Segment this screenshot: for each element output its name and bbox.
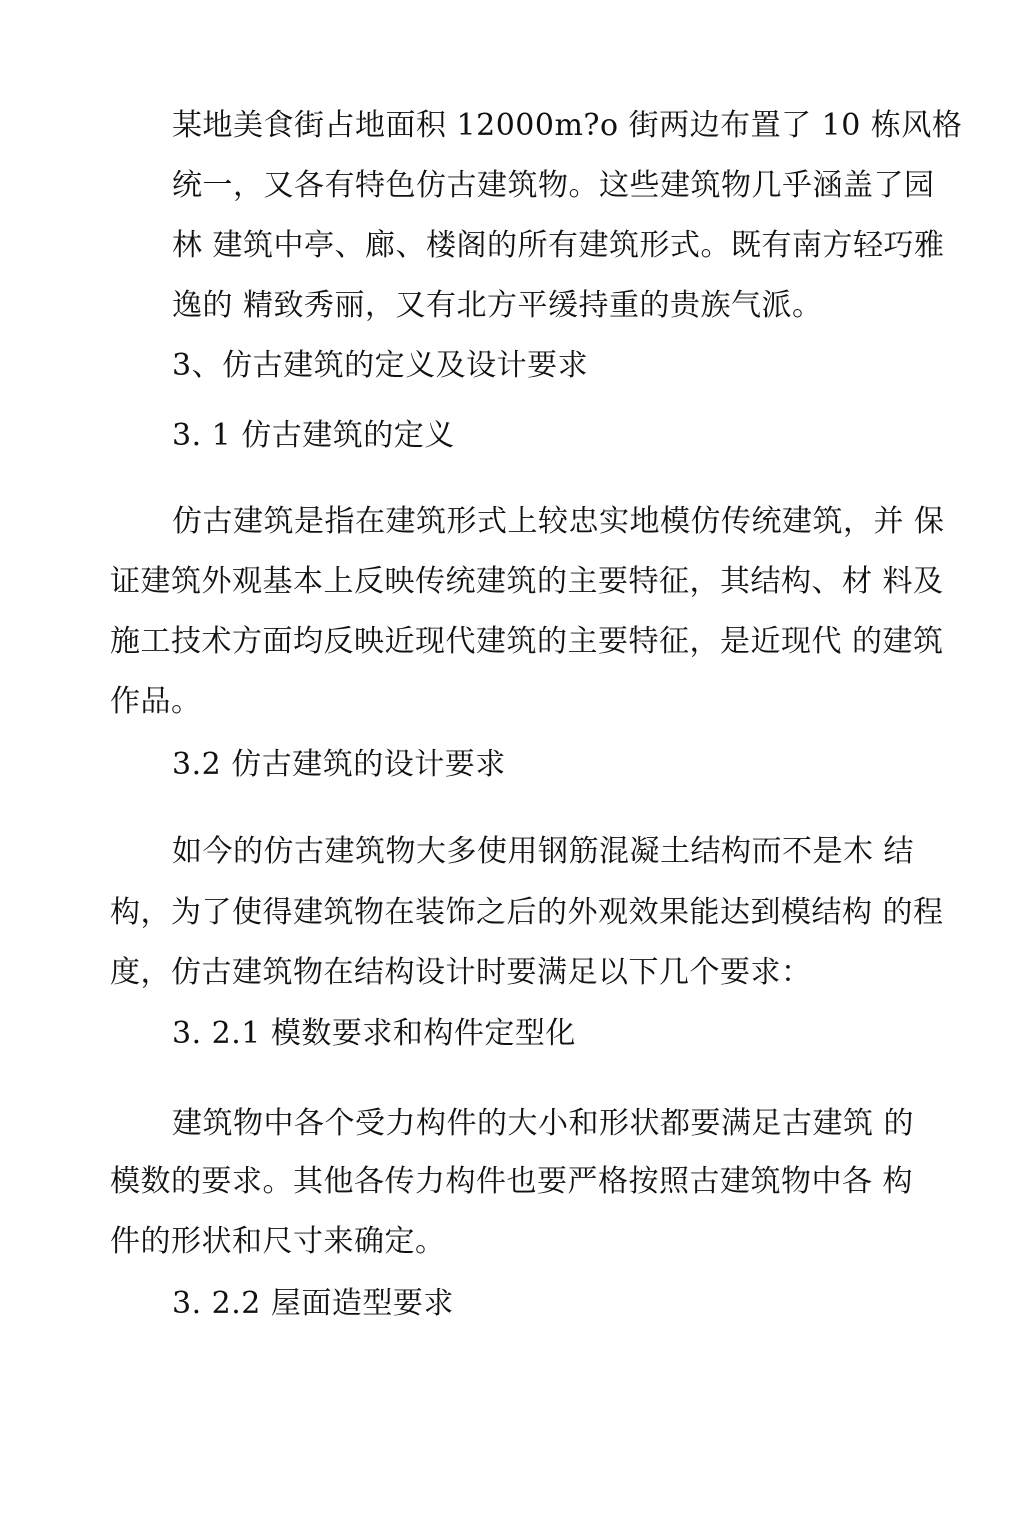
section-heading-3-2-2: 3. 2.2 屋面造型要求: [172, 1286, 454, 1321]
paragraph-4-line-1: 建筑物中各个受力构件的大小和形状都要满足古建筑 的: [172, 1106, 915, 1141]
paragraph-1-line-1: 某地美食街占地面积 12000m?o 街两边布置了 10 栋风格: [172, 108, 963, 143]
paragraph-3-line-3: 度，仿古建筑物在结构设计时要满足以下几个要求：: [110, 955, 812, 990]
paragraph-2-line-3: 施工技术方面均反映近现代建筑的主要特征，是近现代 的建筑: [110, 624, 944, 659]
paragraph-4-line-2: 模数的要求。其他各传力构件也要严格按照古建筑物中各 构: [110, 1164, 914, 1199]
paragraph-1-line-2: 统一，又各有特色仿古建筑物。这些建筑物几乎涵盖了园: [172, 168, 935, 203]
paragraph-3-line-1: 如今的仿古建筑物大多使用钢筋混凝土结构而不是木 结: [172, 834, 915, 869]
paragraph-1-line-3: 林 建筑中亭、廊、楼阁的所有建筑形式。既有南方轻巧雅: [172, 228, 945, 263]
section-heading-3-1: 3. 1 仿古建筑的定义: [172, 418, 455, 453]
paragraph-2-line-1: 仿古建筑是指在建筑形式上较忠实地模仿传统建筑，并 保: [172, 504, 945, 539]
paragraph-2-line-2: 证建筑外观基本上反映传统建筑的主要特征，其结构、材 料及: [110, 564, 944, 599]
section-heading-3-2: 3.2 仿古建筑的设计要求: [172, 747, 506, 782]
paragraph-2-line-4: 作品。: [110, 684, 202, 719]
section-heading-3-2-1: 3. 2.1 模数要求和构件定型化: [172, 1016, 576, 1051]
paragraph-4-line-3: 件的形状和尺寸来确定。: [110, 1224, 446, 1259]
section-heading-3: 3、仿古建筑的定义及设计要求: [172, 348, 589, 383]
paragraph-1-line-4: 逸的 精致秀丽，又有北方平缓持重的贵族气派。: [172, 288, 823, 323]
paragraph-3-line-2: 构，为了使得建筑物在装饰之后的外观效果能达到模结构 的程: [110, 895, 944, 930]
